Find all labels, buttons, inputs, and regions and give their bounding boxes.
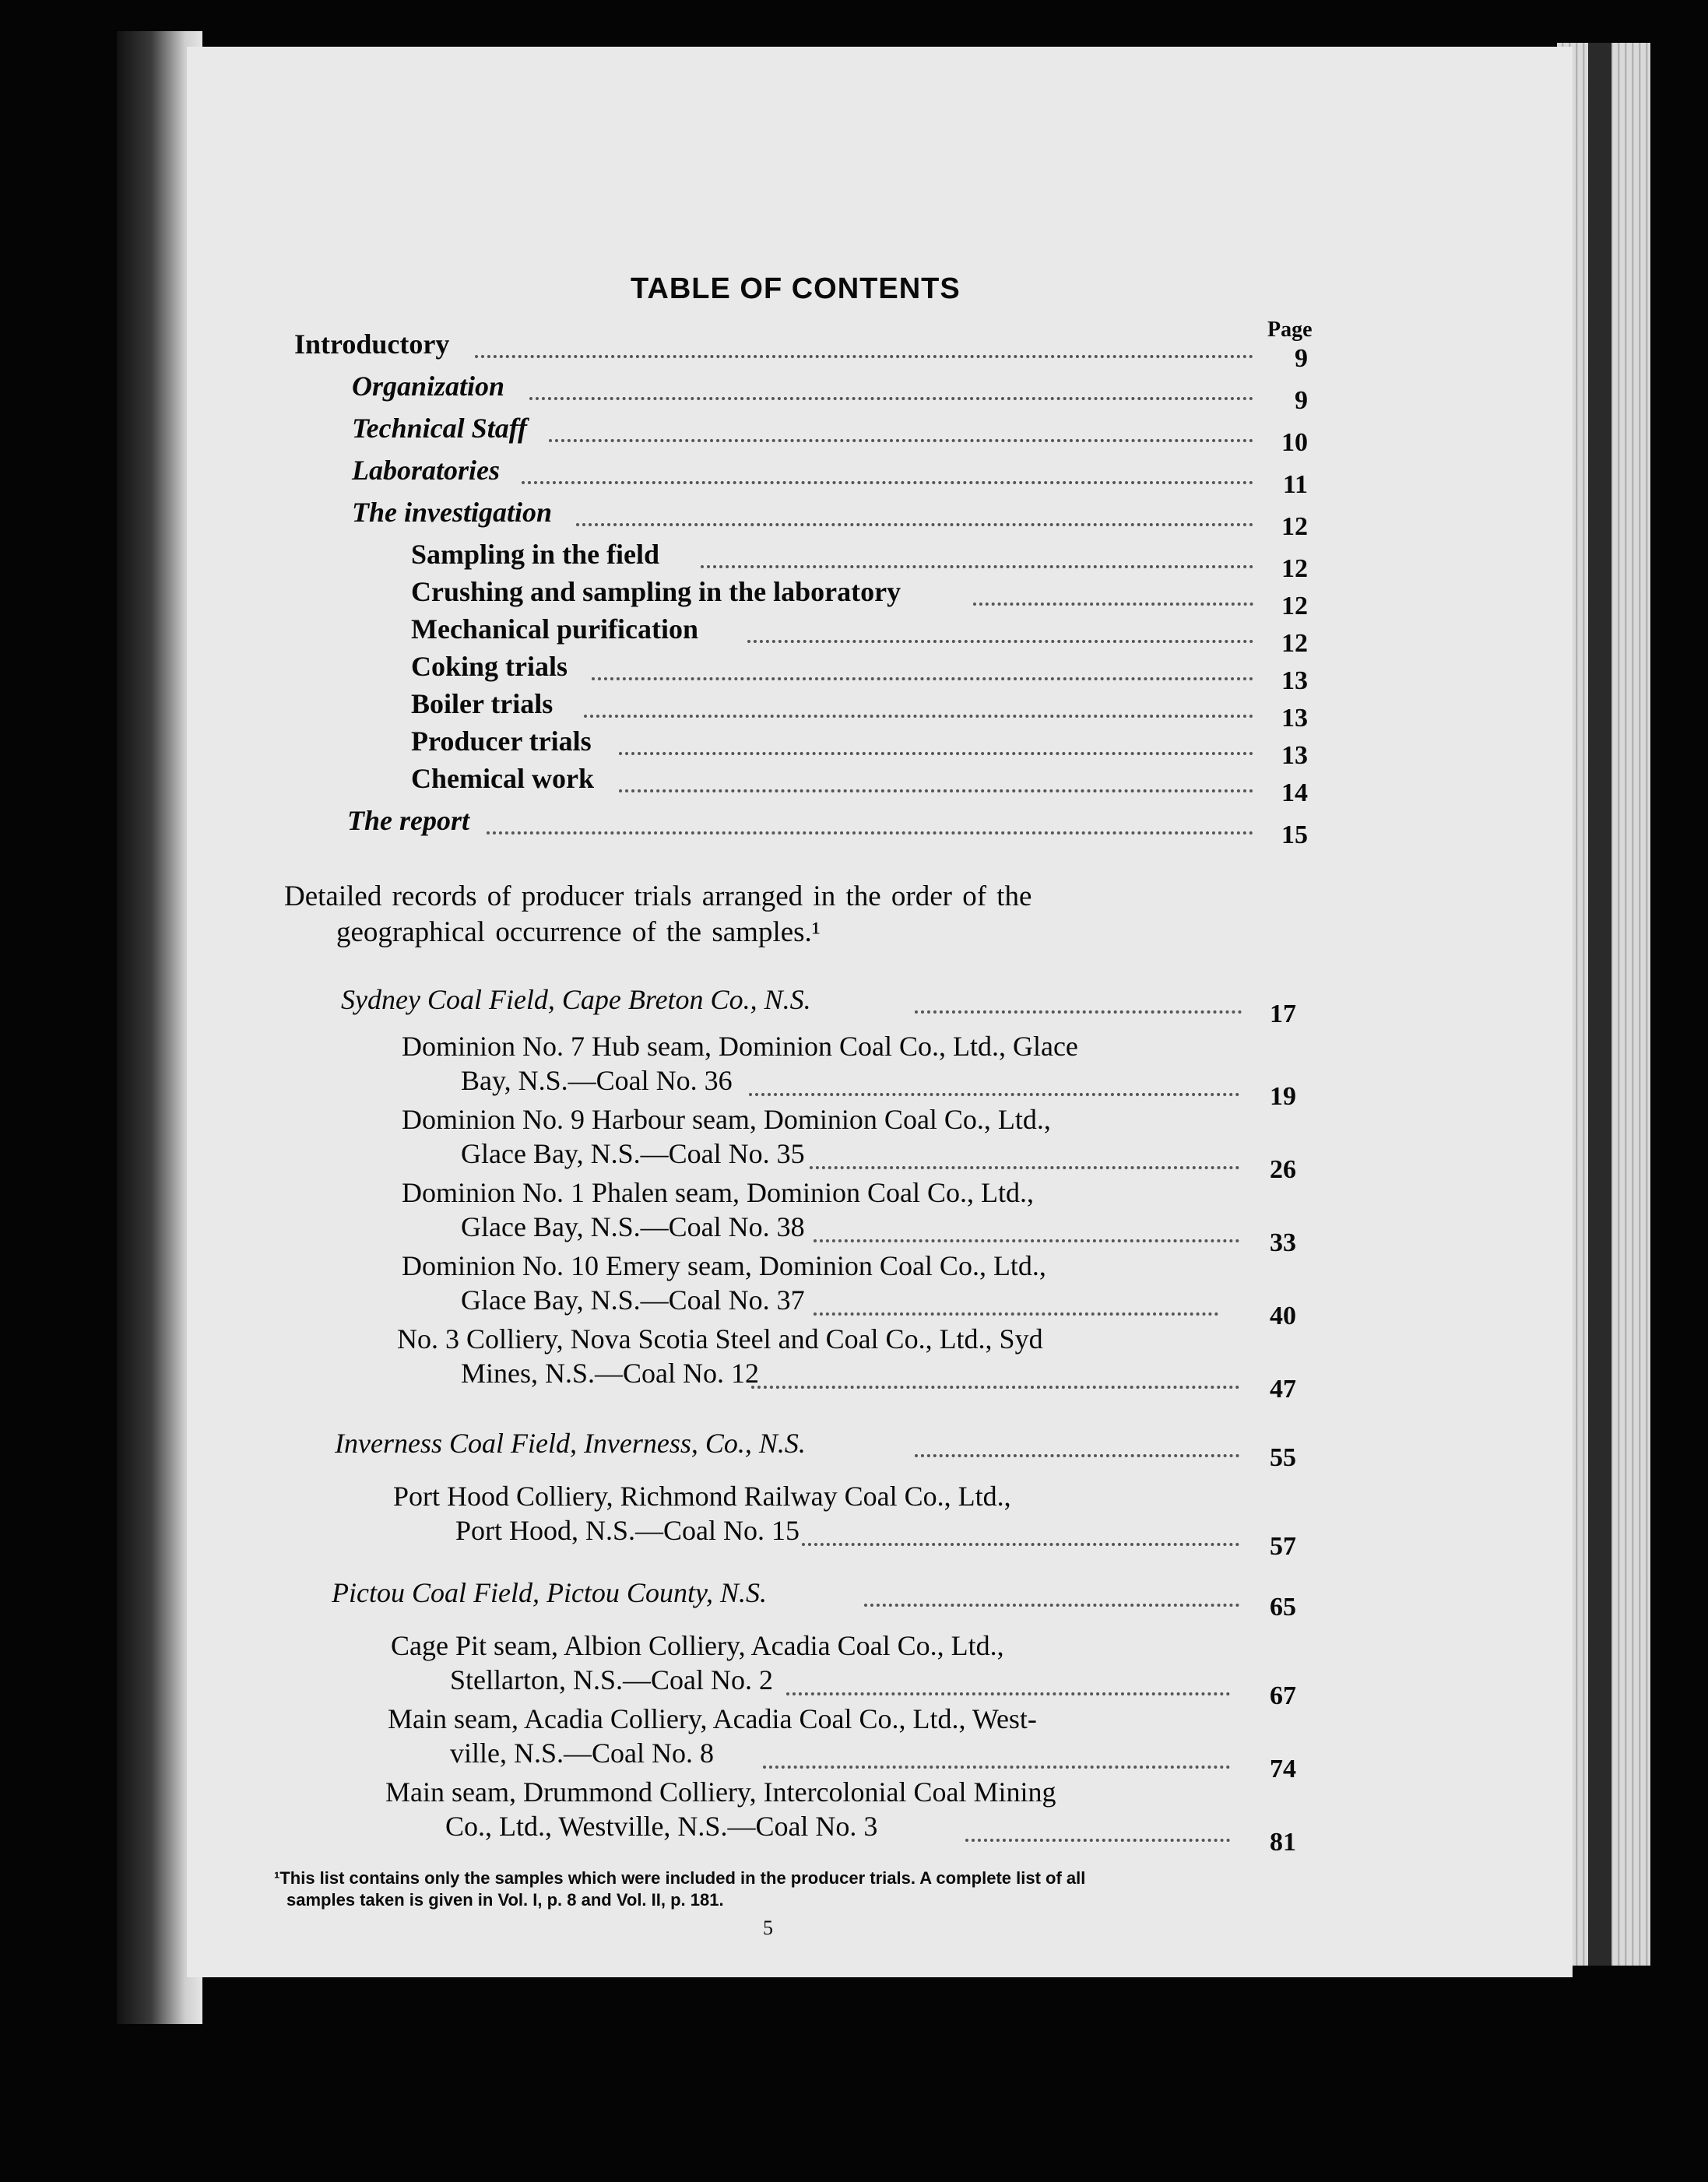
sample-entry: Dominion No. 10 Emery seam, Dominion Coal Co., Ltd., [402,1250,1046,1281]
coal-field-heading: Sydney Coal Field, Cape Breton Co., N.S. [341,984,811,1015]
toc-entry-label: The report [347,805,469,836]
toc-entry-label: Coking trials [411,651,568,682]
toc-entry-label: Chemical work [411,763,594,794]
coal-field-heading: Pictou Coal Field, Pictou County, N.S. [332,1577,767,1608]
toc-entry-page: 13 [1281,666,1308,695]
sample-entry: Main seam, Drummond Colliery, Intercolonial Coal Mining [385,1776,1056,1808]
sample-entry: Cage Pit seam, Albion Colliery, Acadia Coal Co., Ltd., [391,1630,1004,1661]
book-page [187,47,1573,1977]
toc-entry-page: 12 [1281,592,1308,620]
toc-entry-label: Producer trials [411,726,592,757]
sample-entry-cont: ville, N.S.—Coal No. 8 [450,1738,714,1769]
page-number: 5 [763,1917,773,1939]
coal-field-heading: Inverness Coal Field, Inverness, Co., N.S. [335,1428,806,1459]
detailed-records-heading-cont: geographical occurrence of the samples.¹ [336,916,821,948]
toc-entry-page: 9 [1295,344,1308,373]
sample-page: 67 [1270,1681,1296,1710]
toc-entry-page: 11 [1282,470,1308,499]
sample-entry-cont: Co., Ltd., Westville, N.S.—Coal No. 3 [445,1811,878,1842]
toc-entry-label: Technical Staff [352,413,528,444]
toc-entry-page: 13 [1281,704,1308,733]
toc-entry-page: 12 [1281,512,1308,541]
page-title: TABLE OF CONTENTS [631,272,961,305]
coal-field-page: 65 [1270,1593,1296,1622]
toc-entry-label: The investigation [352,497,553,528]
toc-entry-page: 13 [1281,741,1308,770]
sample-page: 47 [1270,1375,1296,1404]
sample-entry-cont: Bay, N.S.—Coal No. 36 [461,1065,733,1096]
sample-entry: Dominion No. 7 Hub seam, Dominion Coal Co., Ltd., Glace [402,1031,1078,1062]
sample-entry-cont: Mines, N.S.—Coal No. 12 [461,1358,760,1389]
sample-entry-cont: Port Hood, N.S.—Coal No. 15 [455,1515,800,1546]
page-column-header: Page [1267,318,1313,342]
toc-entry-page: 10 [1281,428,1308,457]
sample-entry: Port Hood Colliery, Richmond Railway Coal Co., Ltd., [393,1481,1011,1512]
footnote: ¹This list contains only the samples which were included in the producer trials. A complete list of all [274,1868,1086,1888]
sample-entry-cont: Glace Bay, N.S.—Coal No. 35 [461,1138,805,1169]
toc-entry-page: 9 [1295,386,1308,415]
toc-entry-page: 12 [1281,554,1308,583]
sample-entry: Main seam, Acadia Colliery, Acadia Coal Co., Ltd., West- [388,1703,1037,1734]
sample-entry: Dominion No. 1 Phalen seam, Dominion Coal Co., Ltd., [402,1177,1034,1208]
sample-page: 57 [1270,1532,1296,1561]
sample-page: 74 [1270,1755,1296,1783]
toc-entry-page: 14 [1281,778,1308,807]
coal-field-page: 17 [1270,1000,1296,1028]
toc-entry-label: Crushing and sampling in the laboratory [411,576,901,607]
sample-page: 33 [1270,1228,1296,1257]
sample-page: 81 [1270,1828,1296,1857]
toc-entry-page: 15 [1281,820,1308,849]
sample-entry-cont: Glace Bay, N.S.—Coal No. 38 [461,1211,805,1242]
toc-entry-label: Sampling in the field [411,539,660,570]
toc-entry-label: Introductory [294,329,450,360]
toc-entry-label: Boiler trials [411,688,554,719]
sample-page: 26 [1270,1155,1296,1184]
sample-entry: Dominion No. 9 Harbour seam, Dominion Coal Co., Ltd., [402,1104,1051,1135]
sample-page: 40 [1270,1302,1296,1330]
detailed-records-heading: Detailed records of producer trials arranged in the order of the [284,880,1032,912]
sample-entry-cont: Glace Bay, N.S.—Coal No. 37 [461,1284,805,1316]
toc-entry-label: Organization [352,371,505,402]
toc-entry-page: 12 [1281,629,1308,658]
toc-entry-label: Mechanical purification [411,613,698,645]
coal-field-page: 55 [1270,1443,1296,1472]
sample-entry: No. 3 Colliery, Nova Scotia Steel and Coal Co., Ltd., Syd [397,1323,1043,1355]
sample-entry-cont: Stellarton, N.S.—Coal No. 2 [450,1664,773,1695]
sample-page: 19 [1270,1082,1296,1111]
toc-entry-label: Laboratories [352,455,501,486]
footnote-cont: samples taken is given in Vol. I, p. 8 and Vol. II, p. 181. [286,1890,724,1910]
